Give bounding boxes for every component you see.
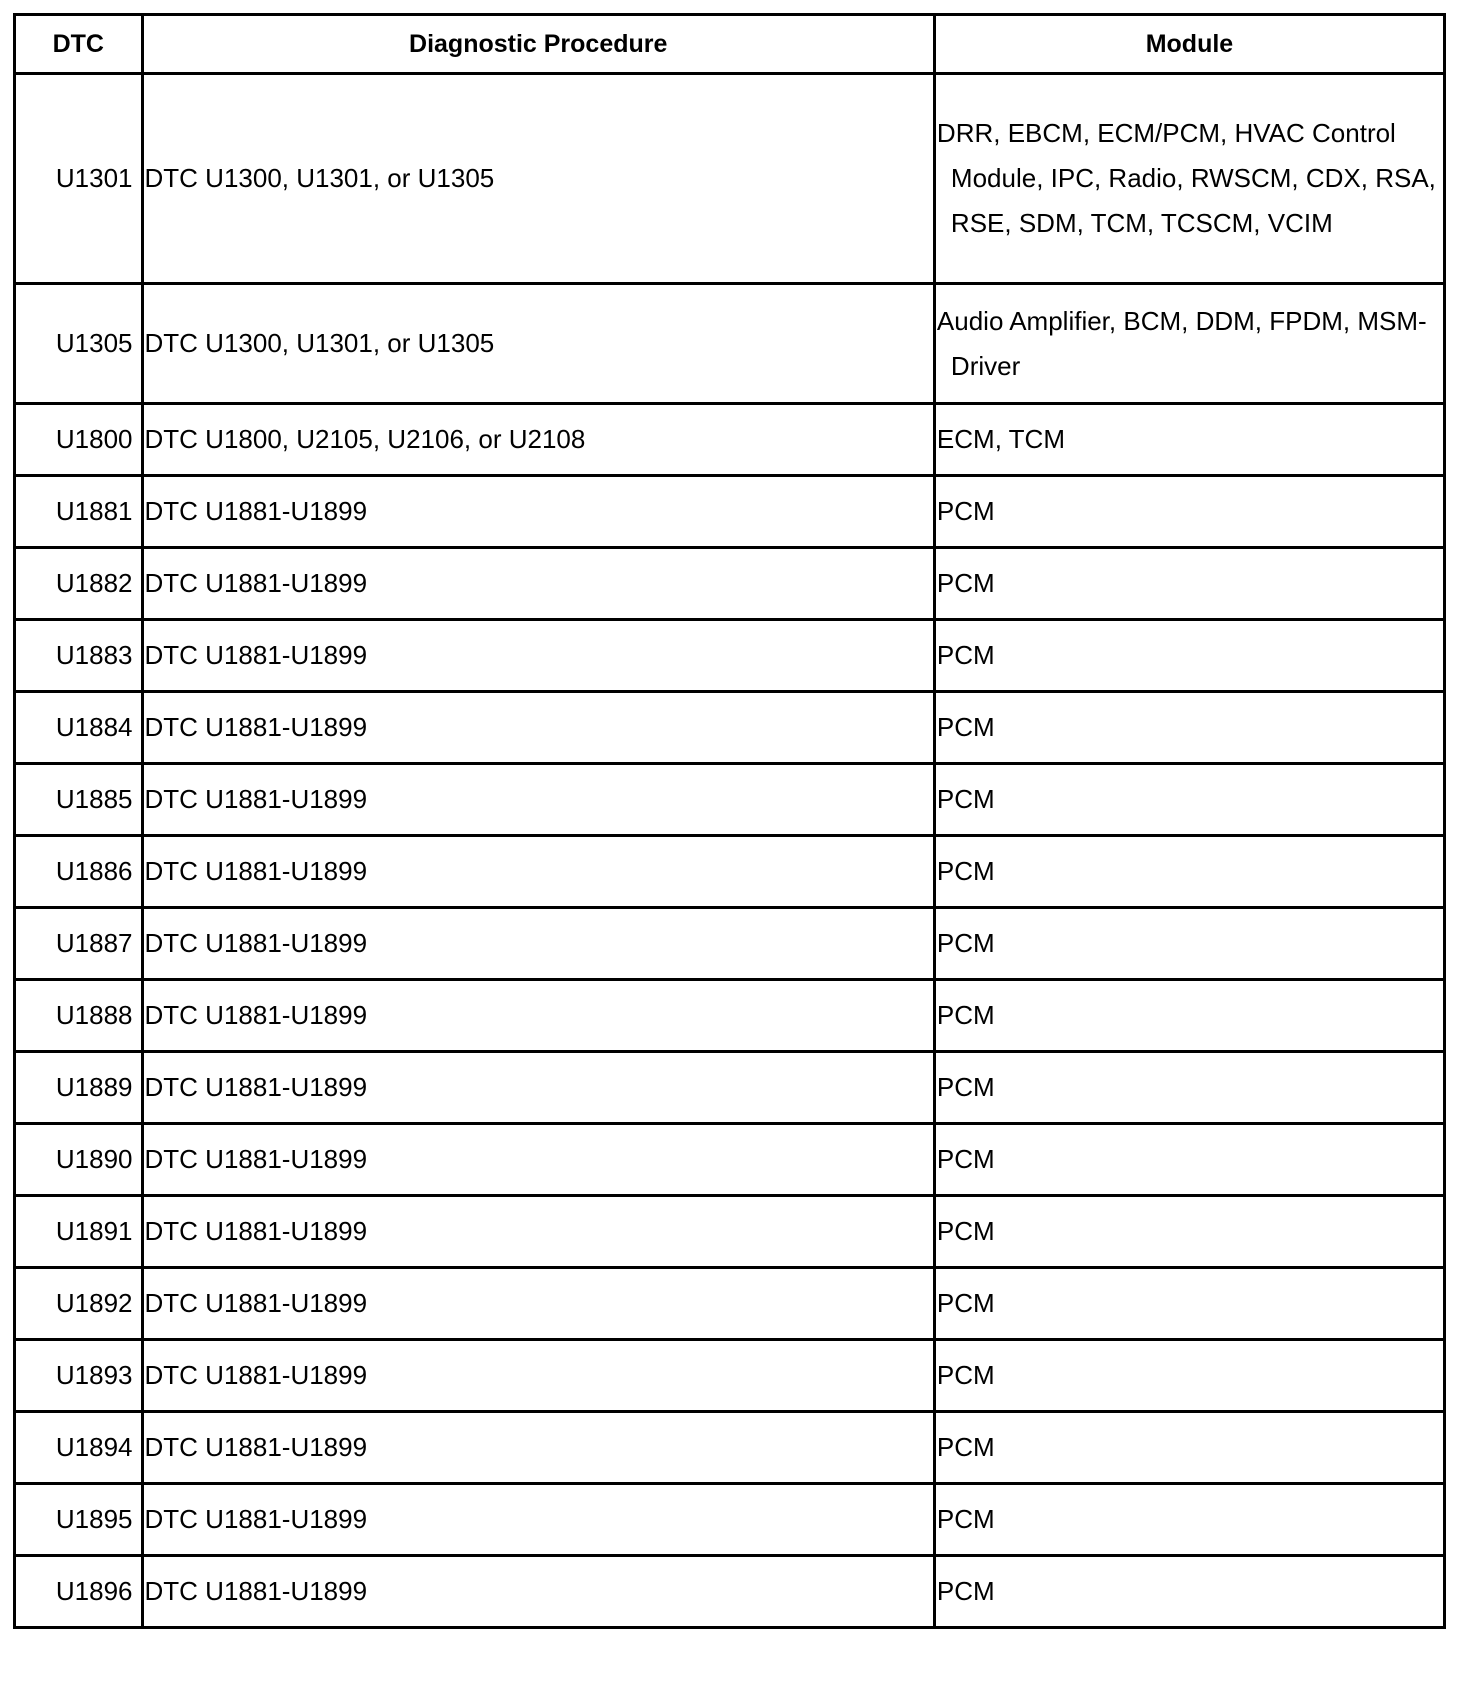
dtc-code: U1305 (15, 284, 143, 404)
table-row (15, 1052, 1445, 1124)
table-row (15, 980, 1445, 1052)
header-row (15, 15, 1445, 74)
diagnostic-procedure: DTC U1881-U1899 (142, 1124, 934, 1196)
diagnostic-procedure: DTC U1800, U2105, U2106, or U2108 (142, 404, 934, 476)
diagnostic-procedure: DTC U1881-U1899 (142, 908, 934, 980)
table-row (15, 1196, 1445, 1268)
module-list: PCM (934, 1268, 1444, 1340)
module-list: DRR, EBCM, ECM/PCM, HVAC Control Module, IPC, Radio, RWSCM, CDX, RSA, RSE, SDM, TCM, TCSCM, VCIM (936, 118, 1436, 238)
module-list: Audio Amplifier, BCM, DDM, FPDM, MSM-Driver (936, 305, 1427, 381)
module-list: PCM (934, 1484, 1444, 1556)
diagnostic-procedure: DTC U1881-U1899 (142, 1268, 934, 1340)
module-list: PCM (934, 692, 1444, 764)
diagnostic-procedure: DTC U1881-U1899 (142, 1196, 934, 1268)
diagnostic-procedure: DTC U1881-U1899 (142, 764, 934, 836)
module-list: PCM (934, 476, 1444, 548)
diagnostic-procedure: DTC U1881-U1899 (142, 1484, 934, 1556)
module-list: PCM (934, 980, 1444, 1052)
dtc-code: U1882 (15, 548, 143, 620)
table-row (15, 1412, 1445, 1484)
header-diagnostic-procedure: Diagnostic Procedure (142, 15, 934, 74)
module-list: PCM (934, 908, 1444, 980)
dtc-code: U1896 (15, 1556, 143, 1628)
table-row (15, 764, 1445, 836)
header-module: Module (934, 15, 1444, 74)
module-list: ECM, TCM (934, 404, 1444, 476)
table-row (15, 836, 1445, 908)
dtc-code: U1887 (15, 908, 143, 980)
diagnostic-procedure: DTC U1881-U1899 (142, 692, 934, 764)
table-row (15, 476, 1445, 548)
dtc-code: U1890 (15, 1124, 143, 1196)
table-row (15, 284, 1445, 404)
table-row (15, 692, 1445, 764)
diagnostic-procedure: DTC U1881-U1899 (142, 1412, 934, 1484)
diagnostic-procedure: DTC U1881-U1899 (142, 1052, 934, 1124)
diagnostic-procedure: DTC U1881-U1899 (142, 476, 934, 548)
diagnostic-procedure: DTC U1881-U1899 (142, 1556, 934, 1628)
dtc-code: U1892 (15, 1268, 143, 1340)
table-row (15, 620, 1445, 692)
module-list: PCM (934, 836, 1444, 908)
module-cell (934, 284, 1444, 404)
module-list: PCM (934, 548, 1444, 620)
dtc-code: U1886 (15, 836, 143, 908)
module-list: PCM (934, 764, 1444, 836)
table-row (15, 404, 1445, 476)
table-row (15, 74, 1445, 284)
diagnostic-procedure: DTC U1881-U1899 (142, 548, 934, 620)
module-list: PCM (934, 1196, 1444, 1268)
dtc-code: U1893 (15, 1340, 143, 1412)
diagnostic-procedure: DTC U1881-U1899 (142, 836, 934, 908)
dtc-code: U1301 (15, 74, 143, 284)
dtc-code: U1888 (15, 980, 143, 1052)
dtc-code: U1895 (15, 1484, 143, 1556)
diagnostic-procedure: DTC U1881-U1899 (142, 620, 934, 692)
module-list: PCM (934, 620, 1444, 692)
dtc-code: U1889 (15, 1052, 143, 1124)
diagnostic-procedure: DTC U1300, U1301, or U1305 (142, 284, 934, 404)
dtc-code: U1883 (15, 620, 143, 692)
dtc-code: U1885 (15, 764, 143, 836)
table-row (15, 908, 1445, 980)
diagnostic-procedure: DTC U1300, U1301, or U1305 (142, 74, 934, 284)
module-cell (934, 74, 1444, 284)
dtc-code: U1884 (15, 692, 143, 764)
dtc-code: U1894 (15, 1412, 143, 1484)
dtc-code: U1881 (15, 476, 143, 548)
diagnostic-procedure: DTC U1881-U1899 (142, 1340, 934, 1412)
header-dtc: DTC (15, 15, 143, 74)
table-row (15, 548, 1445, 620)
module-list: PCM (934, 1052, 1444, 1124)
module-list: PCM (934, 1412, 1444, 1484)
module-list: PCM (934, 1340, 1444, 1412)
dtc-code: U1891 (15, 1196, 143, 1268)
module-list: PCM (934, 1124, 1444, 1196)
module-list: PCM (934, 1556, 1444, 1628)
table-row (15, 1124, 1445, 1196)
dtc-table (13, 13, 1446, 1629)
table-row (15, 1556, 1445, 1628)
table-row (15, 1268, 1445, 1340)
table-row (15, 1340, 1445, 1412)
diagnostic-procedure: DTC U1881-U1899 (142, 980, 934, 1052)
dtc-code: U1800 (15, 404, 143, 476)
table-row (15, 1484, 1445, 1556)
